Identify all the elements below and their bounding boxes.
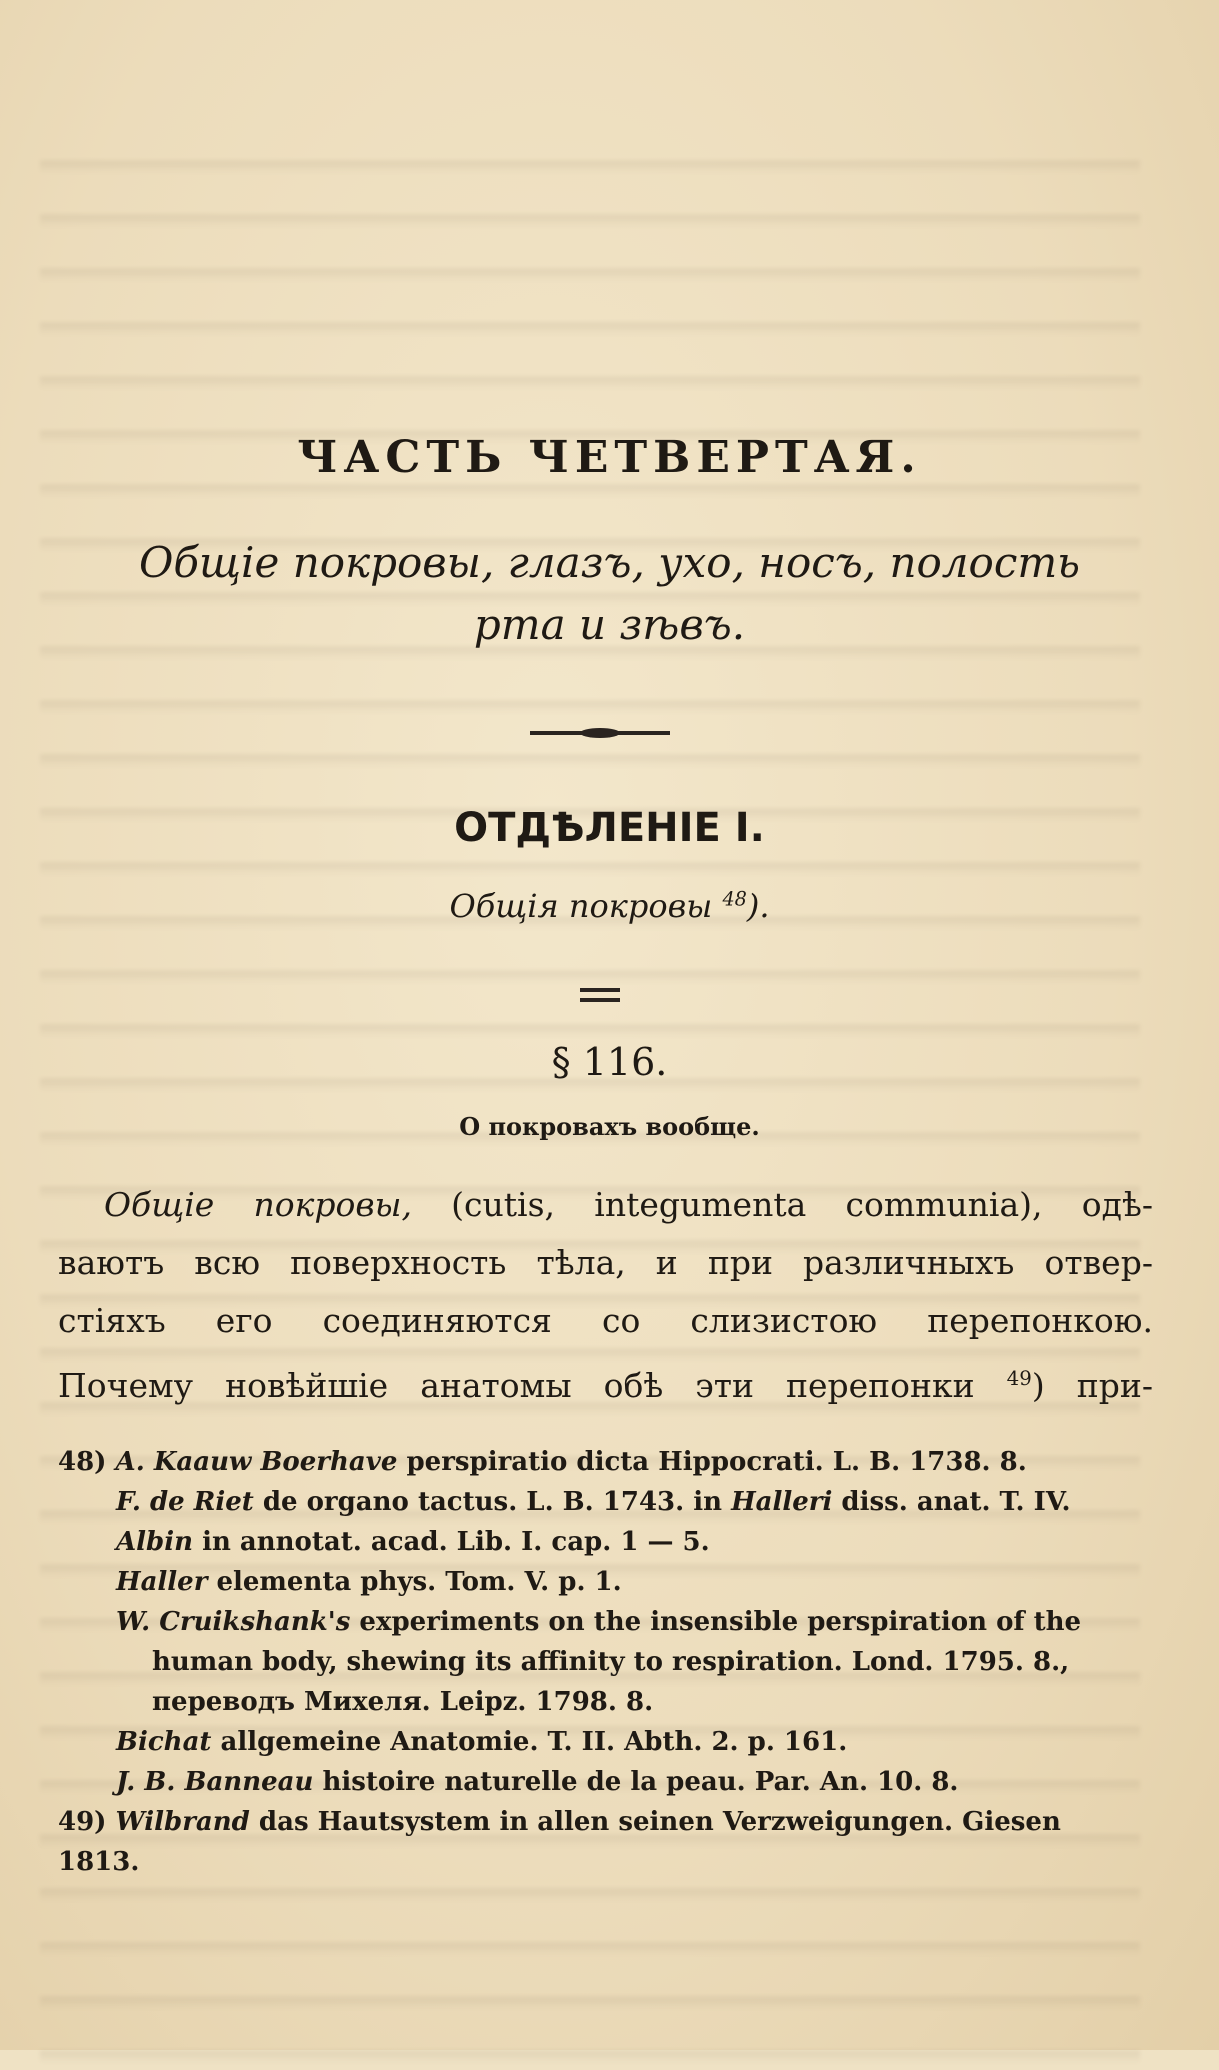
footnote-author: Bichat [116, 1727, 212, 1757]
body-line-4 [58, 1350, 1153, 1415]
footnote-ref-49: 49 [1006, 1367, 1032, 1390]
footnote-author: Albin [116, 1527, 194, 1557]
footnote-text: human body, shewing its affinity to respiration. Lond. 1795. 8., [152, 1647, 1070, 1677]
footnote-line [58, 1602, 1153, 1642]
footnote-line [58, 1562, 1153, 1602]
footnote-number: 48) [58, 1447, 107, 1477]
footnote-line [58, 1682, 1153, 1722]
body-line-1 [58, 1176, 1153, 1234]
footnote-text: elementa phys. Tom. V. p. 1. [207, 1567, 622, 1597]
section-subtitle-close: ). [746, 887, 770, 925]
body-line-2: ваютъ всю поверхность тѣла, и при различныхъ отвер- [58, 1243, 1153, 1282]
footnote-text: in annotat. acad. Lib. I. cap. 1 — 5. [193, 1527, 710, 1557]
part-subtitle-line-1: Общіе покровы, глазъ, ухо, носъ, полость [138, 538, 1081, 587]
footnote-line [58, 1522, 1153, 1562]
body-line-3: стіяхъ его соединяются со слизистою перепонкою. [58, 1301, 1153, 1340]
footnotes [58, 1442, 1153, 1882]
footnote-line [58, 1642, 1153, 1682]
footnote-author: Haller [116, 1567, 208, 1597]
footnote-line [58, 1722, 1153, 1762]
footnote-line [58, 1482, 1153, 1522]
footnote-text: de organo tactus. L. B. 1743. in [253, 1487, 732, 1517]
footnote-text: переводъ Михеля. Leipz. 1798. 8. [152, 1687, 654, 1717]
body-line-1-italic: Общіе покровы, [104, 1185, 412, 1224]
section-subtitle-text: Общія покровы [449, 887, 713, 925]
body-text [58, 1176, 1153, 1415]
footnote-text-2: diss. anat. T. IV. [832, 1487, 1071, 1517]
footnote-line [58, 1842, 1153, 1882]
body-line-1-rest: (cutis, integumenta communia), одѣ- [411, 1185, 1153, 1224]
footnote-text: histoire naturelle de la peau. Par. An. 10. 8. [313, 1767, 959, 1797]
footnote-ref-48: 48 [722, 887, 747, 911]
footnote-author: A. Kaauw Boerhave [115, 1447, 398, 1477]
footnote-text: experiments on the insensible perspiration of the [350, 1607, 1082, 1637]
footnote-number: 49) [58, 1807, 107, 1837]
footnote-text: allgemeine Anatomie. T. II. Abth. 2. p. 161. [211, 1727, 848, 1757]
footnote-author-2: Halleri [731, 1487, 833, 1517]
footnote-author: Wilbrand [115, 1807, 250, 1837]
paragraph-heading: О покровахъ вообще. [459, 1112, 760, 1141]
body-line-4-end: ) при- [1031, 1366, 1153, 1405]
footnote-author: F. de Riet [116, 1487, 254, 1517]
paragraph-number: § 116. [551, 1040, 668, 1084]
part-title: ЧАСТЬ ЧЕТВЕРТАЯ. [297, 432, 922, 483]
footnote-line [58, 1762, 1153, 1802]
part-subtitle [0, 532, 1219, 656]
footnote-author: W. Cruikshank's [116, 1607, 351, 1637]
footnote-author: J. B. Banneau [116, 1767, 314, 1797]
footnote-text: das Hautsystem in allen seinen Verzweigungen. Giesen [249, 1807, 1061, 1837]
footnote-text: perspiratio dicta Hippocrati. L. B. 1738. 8. [397, 1447, 1027, 1477]
footnote-line [58, 1442, 1153, 1482]
footnote-line [58, 1802, 1153, 1842]
body-line-4-start: Почему новѣйшіе анатомы обѣ эти перепонки [58, 1366, 1007, 1405]
double-rule [580, 988, 620, 1002]
section-title: ОТДѢЛЕНІЕ I. [454, 805, 765, 851]
section-subtitle [0, 887, 1219, 925]
footnote-text: 1813. [58, 1847, 140, 1877]
ornamental-rule [530, 731, 670, 735]
part-subtitle-line-2: рта и зѣвъ. [473, 600, 746, 649]
